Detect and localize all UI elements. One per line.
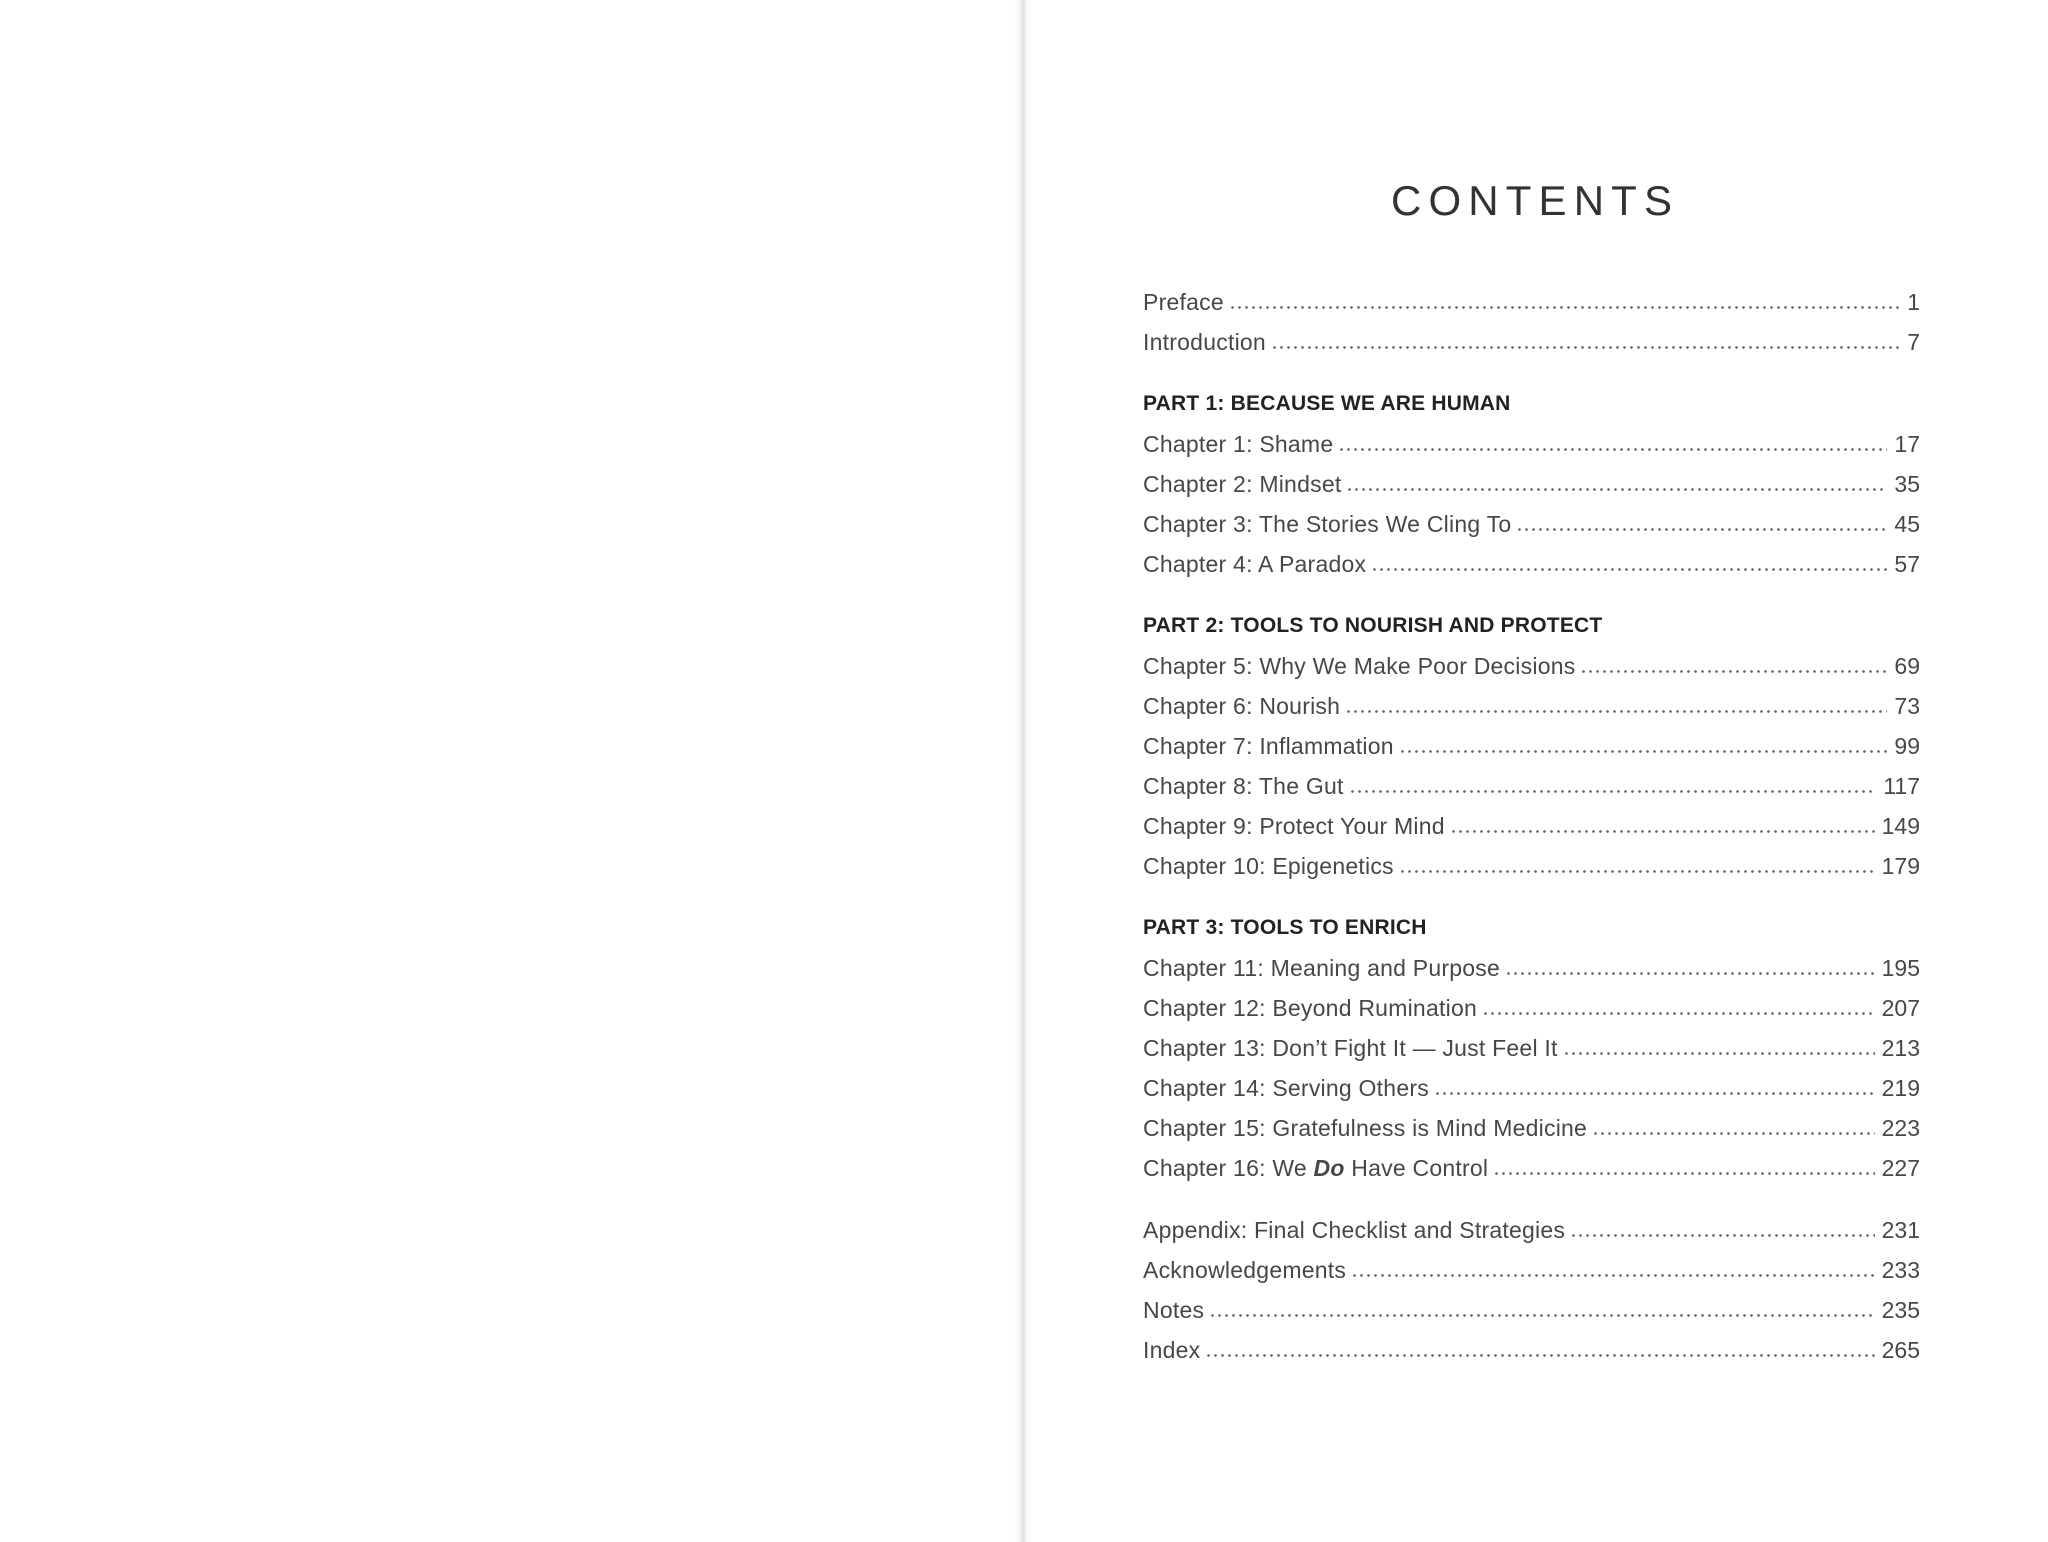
- entry-label: Introduction: [1143, 329, 1266, 355]
- toc-entry: [1143, 726, 1920, 766]
- toc-entry: [1143, 988, 1920, 1028]
- entry-page-number: 73: [1894, 693, 1920, 719]
- toc-section: [1143, 1210, 1920, 1370]
- entry-page-number: 17: [1894, 431, 1920, 457]
- toc-entry: [1143, 846, 1920, 886]
- dot-leader: [1565, 1052, 1875, 1055]
- entry-page-number: 265: [1881, 1337, 1920, 1363]
- part-heading: PART 3: TOOLS TO ENRICH: [1143, 916, 1427, 939]
- entry-label: Chapter 6: Nourish: [1143, 693, 1341, 719]
- dot-leader: [1273, 346, 1900, 349]
- entry-label: Chapter 10: Epigenetics: [1143, 853, 1394, 879]
- entry-page-number: 45: [1894, 511, 1920, 537]
- toc-entry: [1143, 1028, 1920, 1068]
- entry-label: Chapter 15: Gratefulness is Mind Medicine: [1143, 1115, 1588, 1141]
- entry-label: Chapter 12: Beyond Rumination: [1143, 995, 1477, 1021]
- toc-entry: [1143, 1290, 1920, 1330]
- toc-entry: [1143, 424, 1920, 464]
- toc-section: [1143, 606, 1920, 886]
- dot-leader: [1351, 790, 1877, 793]
- entry-label: Chapter 9: Protect Your Mind: [1143, 813, 1445, 839]
- dot-leader: [1572, 1234, 1874, 1237]
- part-heading: PART 2: TOOLS TO NOURISH AND PROTECT: [1143, 614, 1603, 637]
- entry-label: Appendix: Final Checklist and Strategies: [1143, 1217, 1566, 1243]
- entry-label: Chapter 5: Why We Make Poor Decisions: [1143, 653, 1576, 679]
- dot-leader: [1507, 972, 1875, 975]
- entry-page-number: 233: [1881, 1257, 1920, 1283]
- toc-entry: [1143, 1108, 1920, 1148]
- dot-leader: [1484, 1012, 1875, 1015]
- dot-leader: [1452, 830, 1875, 833]
- entry-label: Chapter 13: Don’t Fight It — Just Feel It: [1143, 1035, 1558, 1061]
- toc-entry: [1143, 1148, 1920, 1188]
- contents-title: CONTENTS: [1391, 177, 1680, 224]
- dot-leader: [1348, 488, 1887, 491]
- toc-section: [1143, 282, 1920, 362]
- entry-page-number: 69: [1894, 653, 1920, 679]
- left-blank-page: [0, 0, 1016, 1542]
- entry-page-number: 99: [1894, 733, 1920, 759]
- dot-leader: [1373, 568, 1887, 571]
- entry-label: Chapter 11: Meaning and Purpose: [1143, 955, 1501, 981]
- entry-page-number: 227: [1881, 1155, 1920, 1181]
- dot-leader: [1347, 710, 1887, 713]
- entry-page-number: 117: [1883, 773, 1920, 799]
- entry-page-number: 7: [1907, 329, 1920, 355]
- entry-label: Chapter 14: Serving Others: [1143, 1075, 1429, 1101]
- entry-page-number: 219: [1881, 1075, 1920, 1101]
- part-heading: PART 1: BECAUSE WE ARE HUMAN: [1143, 392, 1511, 415]
- entry-label: Notes: [1143, 1297, 1205, 1323]
- toc-entry: [1143, 1068, 1920, 1108]
- entry-page-number: 1: [1907, 289, 1920, 315]
- toc-entry: [1143, 464, 1920, 504]
- toc-entry: [1143, 544, 1920, 584]
- dot-leader: [1436, 1092, 1875, 1095]
- toc-entry: [1143, 282, 1920, 322]
- toc-entry: [1143, 1250, 1920, 1290]
- toc-entry: [1143, 806, 1920, 846]
- dot-leader: [1211, 1314, 1874, 1317]
- table-of-contents: [1143, 282, 1920, 1370]
- toc-entry: [1143, 322, 1920, 362]
- toc-entry: [1143, 766, 1920, 806]
- entry-page-number: 235: [1881, 1297, 1920, 1323]
- entry-label: Preface: [1143, 289, 1224, 315]
- entry-label: Chapter 7: Inflammation: [1143, 733, 1394, 759]
- dot-leader: [1594, 1132, 1875, 1135]
- entry-page-number: 213: [1881, 1035, 1920, 1061]
- entry-page-number: 207: [1881, 995, 1920, 1021]
- dot-leader: [1340, 448, 1887, 451]
- entry-page-number: 231: [1881, 1217, 1920, 1243]
- dot-leader: [1401, 870, 1875, 873]
- contents-page: [1143, 0, 1920, 1542]
- entry-label: Chapter 3: The Stories We Cling To: [1143, 511, 1512, 537]
- toc-entry: [1143, 948, 1920, 988]
- dot-leader: [1495, 1172, 1874, 1175]
- entry-page-number: 179: [1881, 853, 1920, 879]
- toc-entry: [1143, 1330, 1920, 1370]
- dot-leader: [1401, 750, 1888, 753]
- toc-entry: [1143, 1210, 1920, 1250]
- entry-label: Chapter 4: A Paradox: [1143, 551, 1367, 577]
- entry-label: Chapter 16: We Do Have Control: [1143, 1155, 1489, 1181]
- toc-section: [1143, 384, 1920, 584]
- entry-page-number: 195: [1881, 955, 1920, 981]
- entry-label: Acknowledgements: [1143, 1257, 1347, 1283]
- entry-page-number: 223: [1881, 1115, 1920, 1141]
- toc-entry: [1143, 646, 1920, 686]
- dot-leader: [1582, 670, 1887, 673]
- entry-label: Index: [1143, 1337, 1201, 1363]
- toc-entry: [1143, 686, 1920, 726]
- entry-page-number: 149: [1881, 813, 1920, 839]
- toc-entry: [1143, 504, 1920, 544]
- entry-label: Chapter 1: Shame: [1143, 431, 1334, 457]
- toc-section: [1143, 908, 1920, 1188]
- dot-leader: [1353, 1274, 1875, 1277]
- entry-label: Chapter 8: The Gut: [1143, 773, 1344, 799]
- page-gutter-divider: [1014, 0, 1032, 1542]
- dot-leader: [1207, 1354, 1874, 1357]
- entry-page-number: 57: [1894, 551, 1920, 577]
- entry-page-number: 35: [1894, 471, 1920, 497]
- dot-leader: [1231, 306, 1900, 309]
- entry-label: Chapter 2: Mindset: [1143, 471, 1342, 497]
- dot-leader: [1518, 528, 1887, 531]
